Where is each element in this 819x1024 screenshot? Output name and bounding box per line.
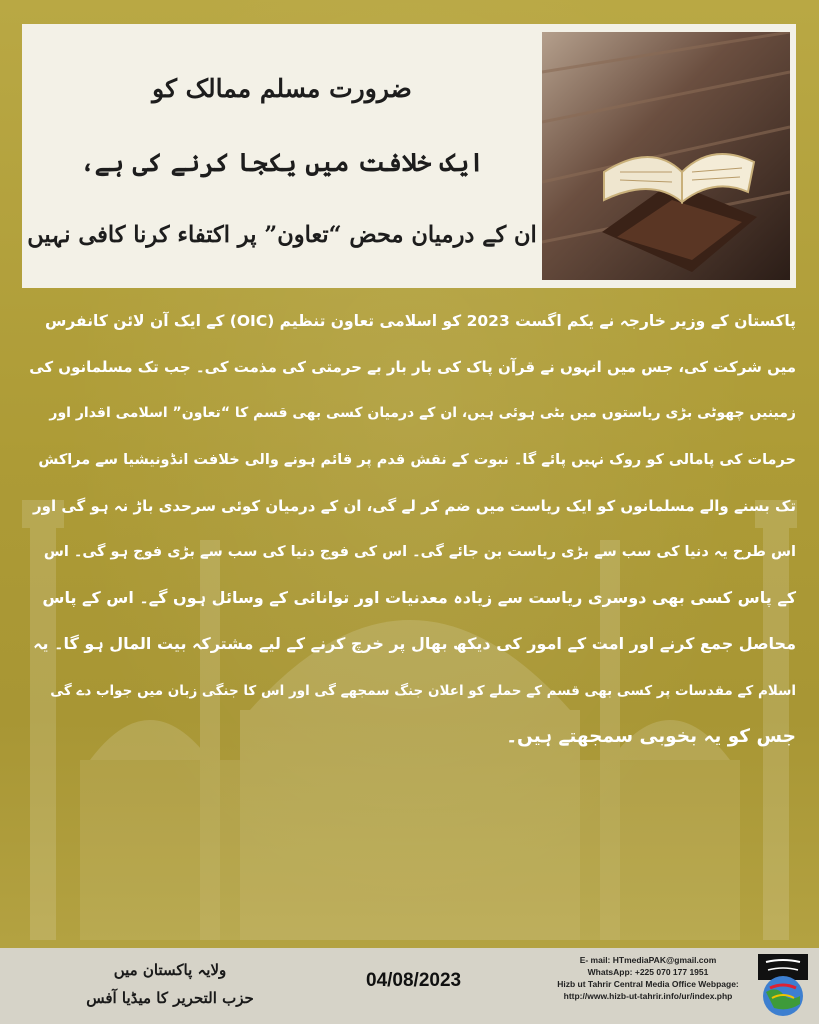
contact-email[interactable]: E- mail: HTmediaPAK@gmail.com [579,955,717,965]
quran-on-stand-image [542,32,790,280]
body-line-6: اس طرح یہ دنیا کی سب سے بڑی ریاست بن جائے گی۔ اس کی فوج دنیا کی سب سے بڑی فوج ہو گی۔ اس [43,543,796,560]
contact-webpage-url[interactable]: http://www.hizb-ut-tahrir.info/ur/index.php [563,991,733,1001]
body-line-10: جس کو یہ بخوبی سمجھتے ہیں۔ [506,725,796,747]
body-line-1: پاکستان کے وزیر خارجہ نے یکم اگست 2023 کو اسلامی تعاون تنظیم (OIC) کے ایک آن لائن کانفرس [45,312,796,330]
office-line-1: ولایہ پاکستان میں [113,961,227,979]
contact-info [548,954,748,1002]
headline-line-1: ضرورت مسلم ممالک کو [152,74,412,104]
body-line-3: زمینیں چھوٹی بڑی ریاستوں میں بٹی ہوئی ہیں، ان کے درمیان کسی بھی قسم کا “تعاون” اسلامی اقدار اور [49,405,796,422]
office-line-2: حزب التحریر کا میڈیا آفس [86,989,254,1007]
body-line-8: محاصل جمع کرنے اور امت کے امور کی دیکھ بھال پر خرچ کرنے کے لیے مشترکہ بیت المال ہو گا۔ یہ [33,634,796,654]
headline-line-2: ایک خلافت میں یکجا کرنے کی ہے، [80,147,484,177]
body-line-5: تک بسنے والے مسلمانوں کو ایک ریاست میں ضم کر لے گی، ان کے درمیان کوئی سرحدی باڑ نہ ہو گی اور [33,496,796,515]
contact-webpage-label: Hizb ut Tahrir Central Media Office Webpage: [557,979,739,989]
body-line-9: اسلام کے مقدسات پر کسی بھی قسم کے حملے کو اعلان جنگ سمجھے گی اور اس کا جنگی زبان میں جواب دے گی [50,682,796,699]
contact-whatsapp[interactable]: WhatsApp: +225 070 177 1951 [587,967,709,977]
body-line-4: حرمات کی پامالی کو روک نہیں پائے گا۔ نبوت کے نقش قدم پر قائم ہونے والی خلافت انڈونیشیا سے مراکش [38,451,796,468]
footer [0,948,819,1024]
hizb-ut-tahrir-logo-icon [752,952,814,1020]
quran-icon [542,32,790,280]
header-card [22,24,796,288]
article-body [26,298,796,760]
media-office-name [70,956,270,1012]
body-line-7: کے پاس کسی بھی دوسری ریاست سے زیادہ معدنیات اور توانائی کے وسائل ہوں گے۔ اس کے پاس [42,588,796,608]
publish-date: 04/08/2023 [366,970,462,991]
body-line-2: میں شرکت کی، جس میں انہوں نے قرآن پاک کی بار بار بے حرمتی کی مذمت کی۔ جب تک مسلمانوں کی [29,358,796,377]
headline-line-3: ان کے درمیان محض “تعاون” پر اکتفاء کرنا کافی نہیں [27,221,537,248]
headline [22,24,542,288]
